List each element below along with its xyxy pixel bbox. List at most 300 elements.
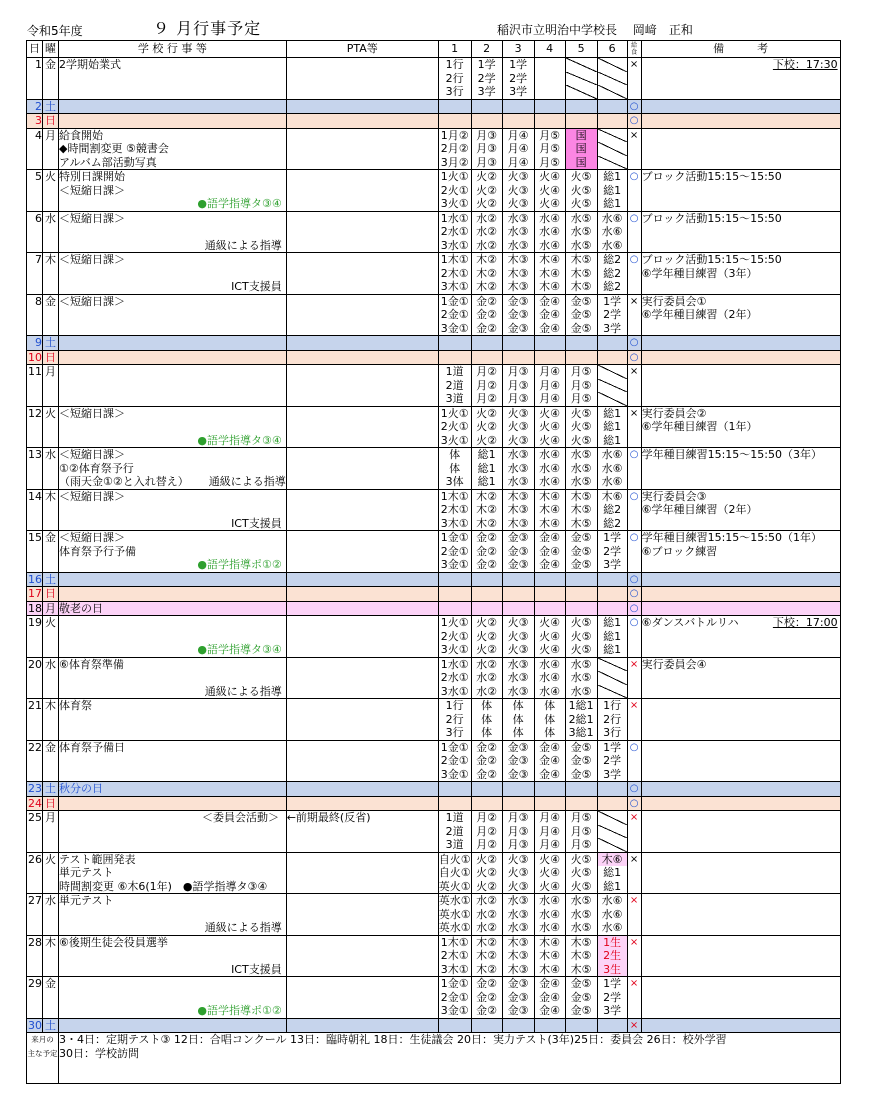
lunch-mark: ○ [627,572,641,587]
weekday-cell: 土 [43,782,59,797]
remarks-cell [641,977,840,1019]
remark-line: 実行委員会② [641,406,707,420]
period-entry: 金② [476,1004,498,1017]
remark-line: 実行委員会③ [641,489,707,503]
dismissal-time: 下校：17:00 [772,616,838,629]
period-cell [534,58,565,100]
event-cell [59,977,287,1019]
period-cell [565,977,597,1019]
period-cell [597,211,627,253]
period-entry: 火② [476,643,498,656]
pta-line [287,253,438,267]
period-entry: 金⑤ [570,740,592,754]
period-cell [438,657,471,699]
period-cell [471,336,502,351]
period-entry: 火⑤ [570,183,592,197]
remark-line [642,1004,840,1018]
period-entry: 火③ [507,643,529,656]
day-cell: 4 [27,128,43,170]
period-cell [502,448,534,490]
period-cell [471,294,502,336]
event-line: ICT支援員 [231,280,282,293]
table-header-row [27,41,841,58]
pta-line [287,977,438,991]
period-cell [565,114,597,129]
period-cell [534,211,565,253]
pta-cell [286,977,438,1019]
period-entry: 1学 [603,977,622,990]
period-entry: 金② [476,308,498,321]
event-line [59,754,286,768]
period-entry: 月② [476,811,498,824]
period-entry: 月⑤ [539,128,561,142]
period-cell [534,170,565,212]
period-entry: 火⑤ [570,866,592,879]
period-entry: 木④ [539,949,561,962]
pta-line [287,949,438,963]
period-entry: 水③ [507,921,529,934]
lunch-mark: ○ [627,587,641,602]
period-cell [438,977,471,1019]
page-header [0,0,873,40]
period-cell [597,58,627,100]
table-row [27,796,841,811]
period-cell [471,894,502,936]
period-entry: 水⑥ [601,225,623,238]
day-cell: 2 [27,99,43,114]
period-cell [534,796,565,811]
remark-line: ⑥学年種目練習（2年） [641,503,758,516]
period-entry: 金⑤ [570,308,592,321]
pta-line [287,58,438,72]
period-entry: 2月② [440,142,469,155]
event-line [59,977,286,991]
period-entry: 木⑤ [570,516,592,530]
remark-line [642,322,840,336]
period-cell [502,114,534,129]
period-cell [534,782,565,797]
period-cell [597,531,627,573]
period-cell [471,350,502,365]
period-cell [565,601,597,616]
pta-line [287,726,438,740]
period-entry: 火④ [539,879,561,893]
pta-cell [286,587,438,602]
period-cell [438,489,471,531]
period-entry: 体 [481,726,493,739]
pta-line [287,616,438,630]
period-cell [565,616,597,658]
pta-line [287,658,438,672]
period-entry: 水② [476,225,498,238]
period-entry: 木④ [539,935,561,949]
period-entry: 1学 [477,58,496,71]
pta-line [287,420,438,434]
period-entry [566,72,597,86]
remarks-cell [641,211,840,253]
weekday-cell: 水 [43,657,59,699]
period-entry: 体 [544,712,556,726]
period-cell [597,601,627,616]
remarks-cell [641,1018,840,1033]
schedule-table [26,40,841,1084]
pta-cell [286,365,438,407]
period-entry: 火③ [507,183,529,197]
pta-cell [286,489,438,531]
table-row [27,1018,841,1033]
remark-line [642,156,840,170]
period-cell [565,782,597,797]
weekday-cell: 金 [43,740,59,782]
weekday-cell: 金 [43,531,59,573]
remark-line [642,558,840,572]
pta-cell [286,350,438,365]
day-cell: 17 [28,587,42,600]
period-entry: 水② [476,671,498,684]
period-cell [565,350,597,365]
remark-line: ブロック活動15:15～15:50 [641,253,782,266]
weekday-cell: 月 [43,365,59,407]
event-line [59,726,286,740]
remarks-cell [641,782,840,797]
period-entry [566,58,597,72]
period-entry: 2火① [440,420,469,433]
event-cell [59,1018,287,1033]
period-cell [438,796,471,811]
event-line: 特別日課開始 [59,170,125,183]
period-cell [534,365,565,407]
period-entry: 金④ [539,294,561,308]
remark-line [642,699,840,713]
period-cell [502,336,534,351]
period-cell [597,406,627,448]
event-line [59,630,286,644]
remark-line [642,754,840,768]
period-entry: 月⑤ [570,378,592,392]
period-entry: 金④ [539,544,561,558]
remark-line [642,129,840,143]
weekday-cell: 火 [43,852,59,894]
period-entry [598,838,627,852]
weekday-cell: 土 [43,336,59,351]
period-entry: 金⑤ [570,531,592,544]
pta-cell [286,448,438,490]
pta-line [287,475,438,489]
period-cell [438,253,471,295]
period-cell [438,211,471,253]
period-entry: 火③ [507,420,529,433]
period-entry: 金③ [507,977,529,990]
period-cell [534,601,565,616]
day-cell: 13 [27,448,43,490]
period-entry: 水⑤ [570,657,592,671]
event-line: ＜短縮日課＞ [59,183,125,197]
table-row [27,211,841,253]
footer-row [27,1033,841,1084]
pta-cell [286,170,438,212]
period-entry: 火④ [539,197,561,210]
footer-line: 3・4日：定期テスト③ 12日：合唱コンクール 13日：臨時朝礼 18日：生徒議会 20日：実力テスト(3年)25日：委員会 26日：校外学習 [59,1033,727,1046]
pta-line [287,392,438,406]
period-cell [534,894,565,936]
pta-line [287,212,438,226]
table-row [27,114,841,129]
remark-line [642,280,840,294]
pta-cell [286,852,438,894]
table-row [27,572,841,587]
period-entry: 金② [476,990,498,1004]
pta-cell [286,211,438,253]
event-cell [59,406,287,448]
period-entry: 水② [476,907,498,921]
pta-line [287,685,438,699]
period-cell [471,572,502,587]
remarks-cell [641,365,840,407]
period-cell [471,699,502,741]
lunch-mark: × [627,657,641,699]
period-cell [565,811,597,853]
period-entry: 体 [481,712,493,726]
remark-line [642,825,840,839]
remarks-cell [641,935,840,977]
period-entry: 3金① [440,1004,469,1017]
period-entry: 火② [476,170,498,183]
lunch-mark: ○ [627,796,641,811]
pta-line [287,936,438,950]
period-cell [502,1018,534,1033]
period-entry: 金④ [539,767,561,781]
period-entry: 2金① [440,754,469,767]
period-cell [565,935,597,977]
pta-line [287,531,438,545]
period-entry: 3火① [440,643,469,656]
pta-line [287,379,438,393]
col-period-3: 3 [502,41,534,58]
table-row [27,616,841,658]
period-entry: 英水① [438,894,471,907]
period-cell [502,657,534,699]
lunch-mark: × [627,365,641,407]
period-entry: 火⑤ [570,616,592,629]
pta-cell [286,531,438,573]
period-entry [598,142,627,156]
col-weekday: 曜 [43,41,59,58]
period-cell [565,99,597,114]
day-cell: 24 [28,796,42,810]
period-cell [502,58,534,100]
period-entry: 金② [476,767,498,781]
event-line: ①②体育祭予行 [59,461,134,475]
period-entry: 月③ [476,128,498,142]
event-line: 2学期始業式 [59,58,121,71]
period-cell [565,448,597,490]
pta-line [287,963,438,977]
period-cell [471,740,502,782]
period-entry: 水② [476,921,498,934]
table-row [27,894,841,936]
period-entry: 木⑤ [570,280,592,293]
period-entry: 水⑤ [570,238,592,252]
period-entry: 水④ [539,475,561,488]
day-cell: 22 [27,740,43,782]
event-line [59,991,286,1005]
period-cell [502,350,534,365]
weekday-cell: 火 [43,406,59,448]
event-line: ◆時間割変更 ⑤競書会 [59,142,169,155]
lunch-mark: ○ [627,99,641,114]
period-cell [597,616,627,658]
period-entry: 1生 [598,936,627,950]
period-entry: 2学 [509,71,528,85]
period-entry [598,156,627,170]
lunch-mark: ○ [627,740,641,782]
period-entry: 2木① [440,503,469,516]
period-cell [471,852,502,894]
remarks-cell [641,796,840,811]
period-entry: 金② [476,740,498,754]
period-entry: 2行 [445,71,464,85]
period-entry: 総1 [603,183,622,197]
period-entry: 3学 [603,321,622,335]
event-line [59,768,286,782]
event-line [59,365,286,379]
pta-cell [286,294,438,336]
period-cell [565,253,597,295]
period-entry: 火③ [507,866,529,879]
period-cell [597,114,627,129]
period-entry: 水③ [507,461,529,475]
weekday-cell: 火 [43,616,59,658]
period-entry: 水⑥ [601,238,623,252]
period-entry: 水④ [539,907,561,921]
event-line: テスト範囲発表 [59,852,136,866]
period-entry: 水⑥ [601,907,623,921]
pta-line [287,713,438,727]
period-entry: 水④ [539,894,561,907]
period-entry: 1道 [445,811,464,824]
remarks-cell [641,128,840,170]
period-entry: 火② [476,433,498,447]
period-entry: 火④ [539,170,561,183]
period-cell [502,601,534,616]
period-cell [471,616,502,658]
col-period-1: 1 [438,41,471,58]
remark-line [642,685,840,699]
pta-line [287,545,438,559]
event-cell [59,489,287,531]
event-line: 通級による指導 [204,921,282,934]
period-entry: 水② [476,894,498,907]
period-cell [471,170,502,212]
period-entry: 3道 [445,838,464,851]
col-period-6: 6 [597,41,627,58]
period-cell [534,811,565,853]
period-entry: 金⑤ [570,321,592,335]
period-entry: 月② [476,838,498,851]
period-cell [438,294,471,336]
period-entry: 金③ [507,308,529,321]
remarks-cell [641,616,840,658]
period-entry: 木④ [539,516,561,530]
remarks-cell [641,253,840,295]
remark-line [642,72,840,86]
period-cell [438,1018,471,1033]
pta-line [287,768,438,782]
period-cell [438,114,471,129]
period-entry: 金④ [539,990,561,1004]
pta-line [287,503,438,517]
period-cell [534,657,565,699]
period-entry: 金④ [539,531,561,544]
period-entry: 金② [476,754,498,767]
period-entry [598,129,627,143]
period-cell [597,782,627,797]
table-row [27,406,841,448]
event-line: ●語学指導タ③④ [197,197,282,210]
period-entry: 月② [476,365,498,378]
period-cell [438,350,471,365]
day-cell: 15 [27,531,43,573]
period-cell [502,699,534,741]
period-entry: 金④ [539,1004,561,1017]
period-entry: 火⑤ [570,170,592,183]
table-row [27,170,841,212]
period-entry [598,85,627,99]
table-row [27,365,841,407]
period-entry: 1金① [440,977,469,990]
period-entry: 金⑤ [570,977,592,990]
period-cell [565,294,597,336]
period-entry: 木③ [507,489,529,503]
event-line: ＜短縮日課＞ [59,448,125,461]
period-entry: 国 [566,142,597,156]
period-entry: 木② [476,949,498,962]
period-entry: 火④ [539,852,561,866]
remark-line [642,991,840,1005]
period-entry: 月④ [507,155,529,169]
period-entry: 3水① [440,684,469,698]
lunch-mark: × [627,852,641,894]
period-entry: 3行 [445,85,464,98]
period-entry: 3金① [440,767,469,781]
period-entry: 木③ [507,280,529,293]
pta-line [287,462,438,476]
day-cell: 28 [27,935,43,977]
period-entry: 3道 [445,392,464,405]
period-cell [438,601,471,616]
remark-line [642,225,840,239]
lunch-mark: ○ [627,114,641,129]
period-entry: 3月② [440,155,469,169]
event-cell: 敬老の日 [59,601,287,616]
period-entry: 3金① [440,558,469,571]
period-entry: 木③ [507,962,529,976]
period-entry: 木④ [539,489,561,503]
remarks-cell [641,572,840,587]
period-entry: 金③ [507,1004,529,1017]
period-entry [566,85,597,99]
period-entry: 火④ [539,183,561,197]
table-row [27,294,841,336]
period-entry: 2金① [440,308,469,321]
event-line: ICT支援員 [231,516,282,530]
weekday-cell: 土 [43,99,59,114]
period-entry: 木④ [539,253,561,266]
period-entry: 木⑤ [570,489,592,503]
period-entry: 月⑤ [570,392,592,405]
weekday-cell: 水 [43,448,59,490]
period-entry: 火② [476,629,498,643]
